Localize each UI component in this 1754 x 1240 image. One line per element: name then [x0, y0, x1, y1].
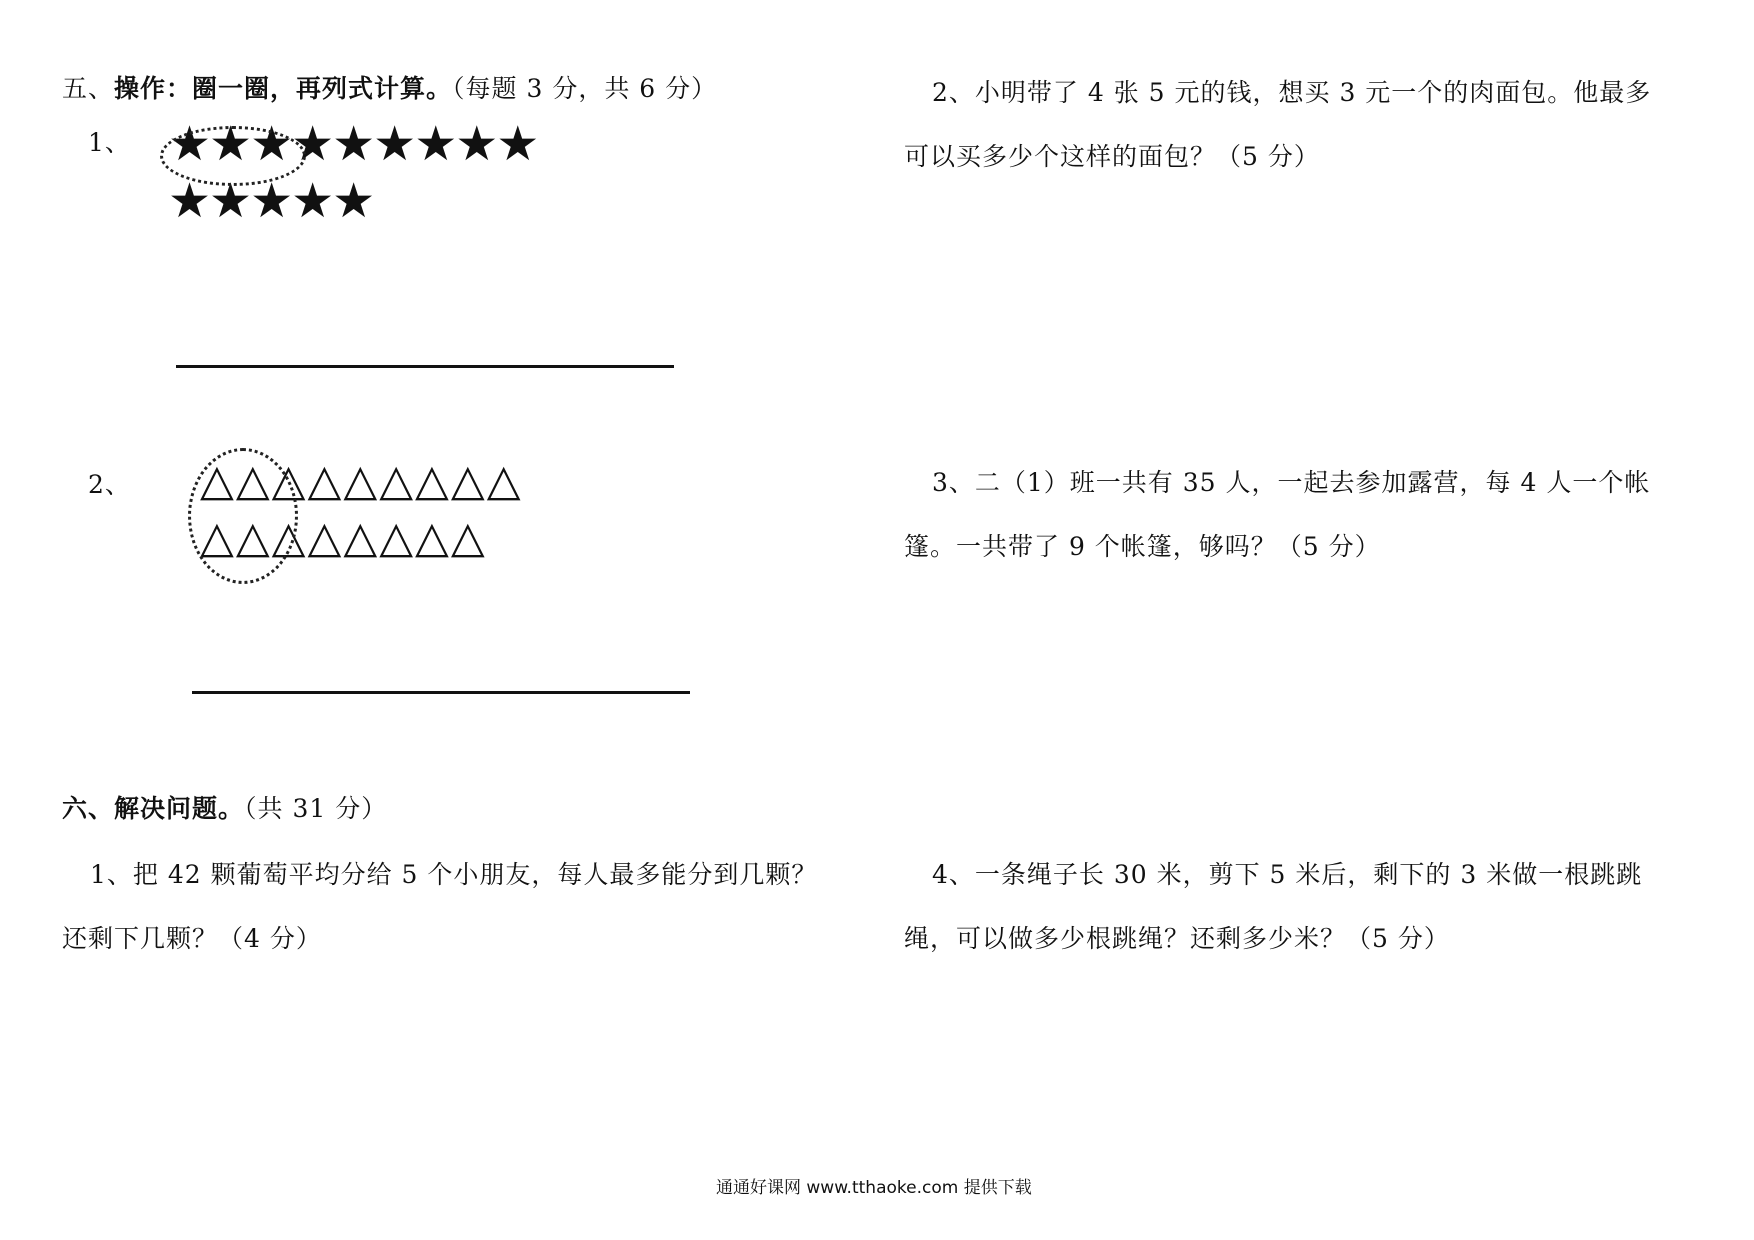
section-6-title: 六、解决问题。: [62, 794, 245, 823]
problem-1-line-1: 1、把 42 颗葡萄平均分给 5 个小朋友，每人最多能分到几颗？: [90, 860, 818, 889]
section-6-heading: [62, 794, 387, 824]
section-5-score-note: （每题 3 分，共 6 分）: [452, 74, 718, 103]
problem-2-line-1: 2、小明带了 4 张 5 元的钱，想买 3 元一个的肉面包。他最多: [932, 78, 1652, 107]
section-6-score-note: （共 31 分）: [244, 794, 388, 823]
answer-line-2[interactable]: [192, 691, 690, 694]
question-1-number: 1、: [88, 128, 131, 157]
dotted-circle-marker: [188, 448, 298, 584]
section-5-number: 五、: [62, 74, 115, 103]
section-5-heading: [62, 74, 717, 104]
star-row-2: ★★★★★: [168, 173, 374, 229]
problem-4-line-1: 4、一条绳子长 30 米，剪下 5 米后，剩下的 3 米做一根跳跳: [932, 860, 1643, 889]
problem-2-line-2: 可以买多少个这样的面包？（5 分）: [904, 142, 1320, 171]
problem-4-line-2: 绳，可以做多少根跳绳？还剩多少米？（5 分）: [904, 924, 1450, 953]
problem-1-line-2: 还剩下几颗？（4 分）: [62, 924, 322, 953]
answer-line-1[interactable]: [176, 365, 674, 368]
star-row-1: ★★★★★★★★★: [168, 116, 538, 172]
problem-3-line-1: 3、二（1）班一共有 35 人，一起去参加露营，每 4 人一个帐: [932, 468, 1651, 497]
question-2-number: 2、: [88, 470, 131, 499]
triangle-row-1: △△△△△△△△△: [200, 455, 523, 506]
footer-source-text: 通通好课网 www.tthaoke.com 提供下载: [716, 1178, 1032, 1198]
problem-3-line-2: 篷。一共带了 9 个帐篷，够吗？（5 分）: [904, 532, 1381, 561]
triangle-row-2: △△△△△△△△: [200, 512, 487, 563]
section-5-title: 操作：圈一圈，再列式计算。: [114, 74, 453, 103]
dotted-circle-marker: [160, 126, 306, 186]
